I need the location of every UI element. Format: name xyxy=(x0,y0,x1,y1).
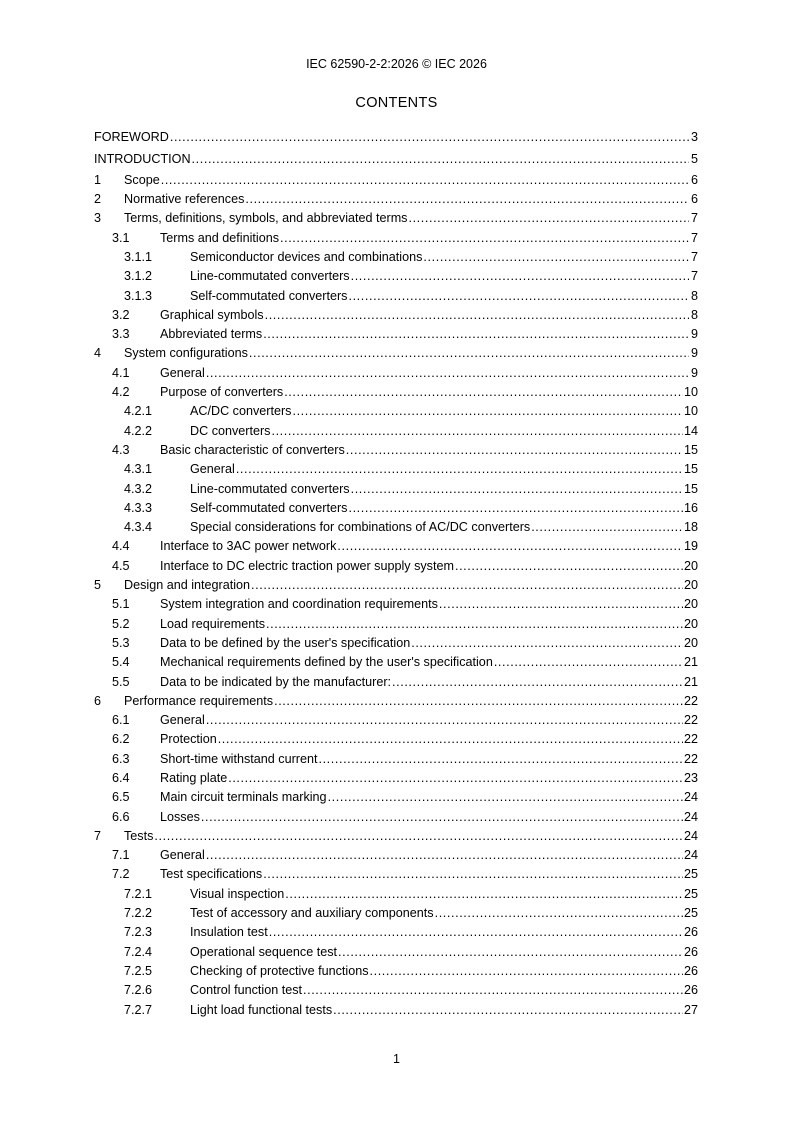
toc-entry[interactable] xyxy=(94,364,698,383)
toc-entry[interactable] xyxy=(94,962,698,981)
toc-entry-page: 22 xyxy=(683,713,698,728)
toc-entry-label: Data to be defined by the user's specification xyxy=(160,635,411,650)
dot-leader xyxy=(265,306,689,325)
toc-entry-page: 20 xyxy=(683,616,698,631)
toc-entry-page: 23 xyxy=(683,770,698,785)
toc-entry-label: Interface to 3AC power network xyxy=(160,539,337,554)
toc-entry-number: 1 xyxy=(94,172,102,187)
toc-entry-number: 3 xyxy=(94,211,102,226)
dot-leader xyxy=(284,383,683,402)
dot-leader xyxy=(170,126,689,148)
toc-entry-label: Terms and definitions xyxy=(160,230,280,245)
toc-entry-number: 7.2.6 xyxy=(124,983,153,998)
toc-entry[interactable] xyxy=(94,634,698,653)
toc-entry-page: 27 xyxy=(683,1002,698,1017)
toc-entry[interactable] xyxy=(94,788,698,807)
page-number: 1 xyxy=(393,1052,400,1066)
toc-entry[interactable] xyxy=(94,383,698,402)
toc-entry-label: Basic characteristic of converters xyxy=(160,442,345,457)
toc-entry-number: 4 xyxy=(94,346,102,361)
toc-entry[interactable] xyxy=(94,344,698,363)
dot-leader xyxy=(338,943,683,962)
toc-entry-page: 14 xyxy=(683,423,698,438)
toc-entry[interactable] xyxy=(94,557,698,576)
dot-leader xyxy=(435,904,683,923)
toc-entry-label: System configurations xyxy=(124,346,248,361)
toc-entry-page: 24 xyxy=(683,809,698,824)
toc-entry[interactable] xyxy=(94,402,698,421)
toc-entry[interactable] xyxy=(94,499,698,518)
dot-leader xyxy=(206,364,689,383)
toc-entry[interactable] xyxy=(94,808,698,827)
toc-entry-number: 3.2 xyxy=(112,307,130,322)
dot-leader xyxy=(423,248,689,267)
toc-entry[interactable] xyxy=(94,846,698,865)
toc-entry-number: 4.4 xyxy=(112,539,130,554)
toc-entry-label: Test of accessory and auxiliary components xyxy=(190,906,434,921)
toc-entry-page: 24 xyxy=(683,848,698,863)
toc-entry-number: 2 xyxy=(94,192,102,207)
toc-entry-label: Semiconductor devices and combinations xyxy=(190,249,423,264)
toc-entry[interactable] xyxy=(94,730,698,749)
dot-leader xyxy=(271,422,683,441)
toc-entry[interactable] xyxy=(94,441,698,460)
toc-entry-page: 6 xyxy=(690,172,698,187)
toc-entry[interactable] xyxy=(94,615,698,634)
toc-entry-label: Protection xyxy=(160,732,217,747)
toc-entry[interactable] xyxy=(94,750,698,769)
dot-leader xyxy=(263,865,683,884)
toc-entry-label: General xyxy=(160,365,205,380)
toc-entry[interactable] xyxy=(94,692,698,711)
dot-leader xyxy=(348,499,683,518)
toc-entry[interactable] xyxy=(94,287,698,306)
toc-entry[interactable] xyxy=(94,171,698,190)
toc-entry[interactable] xyxy=(94,537,698,556)
dot-leader xyxy=(249,344,689,363)
toc-entry-page: 15 xyxy=(683,442,698,457)
toc-entry-page: 15 xyxy=(683,481,698,496)
dot-leader xyxy=(274,692,683,711)
dot-leader xyxy=(269,923,683,942)
toc-entry-label: Control function test xyxy=(190,983,303,998)
toc-entry-label: Tests xyxy=(124,828,154,843)
toc-entry[interactable] xyxy=(94,209,698,228)
toc-entry-number: 7.2.4 xyxy=(124,944,153,959)
toc-entry[interactable] xyxy=(94,865,698,884)
toc-entry-label: Rating plate xyxy=(160,770,228,785)
toc-entry[interactable] xyxy=(94,148,698,170)
dot-leader xyxy=(333,1001,683,1020)
toc-entry-page: 22 xyxy=(683,732,698,747)
toc-entry-page: 8 xyxy=(690,307,698,322)
dot-leader xyxy=(392,673,683,692)
toc-entry-page: 22 xyxy=(683,751,698,766)
toc-entry-number: 4.2.1 xyxy=(124,404,153,419)
toc-entry-label: Interface to DC electric traction power supply system xyxy=(160,558,454,573)
toc-entry-page: 25 xyxy=(683,906,698,921)
toc-entry-page: 10 xyxy=(683,404,698,419)
toc-entry-label: Self-commutated converters xyxy=(190,288,348,303)
dot-leader xyxy=(154,827,683,846)
dot-leader xyxy=(318,750,683,769)
toc-entry-number: 3.1.2 xyxy=(124,269,153,284)
toc-entry[interactable] xyxy=(94,1001,698,1020)
toc-entry[interactable] xyxy=(94,885,698,904)
dot-leader xyxy=(531,518,683,537)
dot-leader xyxy=(161,171,689,190)
toc-entry-page: 21 xyxy=(683,674,698,689)
toc-entry[interactable] xyxy=(94,595,698,614)
toc-entry-label: Design and integration xyxy=(124,578,251,593)
toc-entry-page: 7 xyxy=(690,249,698,264)
toc-entry[interactable] xyxy=(94,126,698,148)
toc-entry-page: 22 xyxy=(683,693,698,708)
toc-entry-number: 5 xyxy=(94,578,102,593)
toc-entry[interactable] xyxy=(94,480,698,499)
dot-leader xyxy=(351,480,683,499)
toc-entry[interactable] xyxy=(94,576,698,595)
toc-entry-number: 7.2.2 xyxy=(124,906,153,921)
toc-entry-number: 4.5 xyxy=(112,558,130,573)
toc-entry[interactable] xyxy=(94,325,698,344)
dot-leader xyxy=(303,981,683,1000)
toc-entry-label: General xyxy=(190,462,235,477)
toc-entry-label: Data to be indicated by the manufacturer: xyxy=(160,674,392,689)
toc-entry-page: 10 xyxy=(683,385,698,400)
toc-entry[interactable] xyxy=(94,653,698,672)
toc-entry-label: INTRODUCTION xyxy=(94,152,191,167)
toc-entry-page: 26 xyxy=(683,983,698,998)
toc-entry-label: Visual inspection xyxy=(190,886,285,901)
toc-entry-label: Special considerations for combinations of AC/DC converters xyxy=(190,520,531,535)
toc-entry-number: 7.1 xyxy=(112,848,130,863)
toc-entry-label: Light load functional tests xyxy=(190,1002,333,1017)
toc-entry-page: 20 xyxy=(683,635,698,650)
toc-entry-label: DC converters xyxy=(190,423,271,438)
dot-leader xyxy=(439,595,683,614)
toc-entry-number: 6.2 xyxy=(112,732,130,747)
toc-entry-number: 5.5 xyxy=(112,674,130,689)
dot-leader xyxy=(408,209,689,228)
toc-entry-number: 4.1 xyxy=(112,365,130,380)
toc-entry-number: 5.3 xyxy=(112,635,130,650)
toc-entry-label: Performance requirements xyxy=(124,693,274,708)
toc-entry-label: Checking of protective functions xyxy=(190,963,369,978)
toc-entry-page: 24 xyxy=(683,790,698,805)
toc-entry[interactable] xyxy=(94,769,698,788)
toc-entry-page: 26 xyxy=(683,944,698,959)
toc-entry-number: 3.1.3 xyxy=(124,288,153,303)
toc-entry-label: FOREWORD xyxy=(94,130,169,144)
toc-entry-page: 7 xyxy=(690,230,698,245)
toc-entry[interactable] xyxy=(94,422,698,441)
toc-entry-label: General xyxy=(160,848,205,863)
dot-leader xyxy=(346,441,683,460)
toc-entry-label: Line-commutated converters xyxy=(190,481,350,496)
toc-entry-label: Line-commutated converters xyxy=(190,269,350,284)
toc-entry-label: Test specifications xyxy=(160,867,263,882)
dot-leader xyxy=(201,808,683,827)
toc-entry-number: 6.3 xyxy=(112,751,130,766)
toc-entry-number: 6 xyxy=(94,693,102,708)
toc-entry-label: Terms, definitions, symbols, and abbreviated terms xyxy=(124,211,408,226)
dot-leader xyxy=(455,557,683,576)
dot-leader xyxy=(251,576,683,595)
toc-entry-label: Short-time withstand current xyxy=(160,751,318,766)
dot-leader xyxy=(292,402,683,421)
toc-entry[interactable] xyxy=(94,943,698,962)
dot-leader xyxy=(228,769,683,788)
page-title: CONTENTS xyxy=(355,95,438,111)
toc-entry-label: Abbreviated terms xyxy=(160,327,263,342)
toc-entry-label: Mechanical requirements defined by the user's specification xyxy=(160,655,493,670)
toc-entry-page: 7 xyxy=(690,211,698,226)
dot-leader xyxy=(218,730,683,749)
toc-entry-number: 4.3.3 xyxy=(124,500,153,515)
toc-entry-label: General xyxy=(160,713,205,728)
toc-entry-label: System integration and coordination requirements xyxy=(160,597,438,612)
toc-entry-number: 4.3.1 xyxy=(124,462,153,477)
dot-leader xyxy=(285,885,683,904)
toc-entry-page: 9 xyxy=(690,327,698,342)
toc-entry-page: 25 xyxy=(683,867,698,882)
toc-entry-page: 21 xyxy=(683,655,698,670)
dot-leader xyxy=(245,190,689,209)
dot-leader xyxy=(206,711,683,730)
toc-entry-page: 25 xyxy=(683,886,698,901)
dot-leader xyxy=(328,788,683,807)
toc-entry-label: Insulation test xyxy=(190,925,268,940)
toc-entry[interactable] xyxy=(94,229,698,248)
toc-entry-number: 7.2.5 xyxy=(124,963,153,978)
toc-entry-number: 3.1.1 xyxy=(124,249,153,264)
toc-entry-page: 20 xyxy=(683,578,698,593)
toc-entry-page: 20 xyxy=(683,558,698,573)
dot-leader xyxy=(280,229,689,248)
toc-entry-number: 7.2.3 xyxy=(124,925,153,940)
dot-leader xyxy=(263,325,689,344)
dot-leader xyxy=(351,267,689,286)
dot-leader xyxy=(337,537,683,556)
toc-entry-page: 15 xyxy=(683,462,698,477)
toc-entry-page: 24 xyxy=(683,828,698,843)
toc-entry-number: 6.5 xyxy=(112,790,130,805)
toc-entry-label: Operational sequence test xyxy=(190,944,338,959)
toc-entry-page: 19 xyxy=(683,539,698,554)
toc-entry-page: 5 xyxy=(690,152,698,167)
toc-entry-page: 9 xyxy=(690,365,698,380)
toc-entry[interactable] xyxy=(94,981,698,1000)
toc-entry-number: 6.4 xyxy=(112,770,130,785)
toc-entry-label: Self-commutated converters xyxy=(190,500,348,515)
toc-entry-number: 3.1 xyxy=(112,230,130,245)
toc-entry-page: 7 xyxy=(690,269,698,284)
dot-leader xyxy=(348,287,689,306)
toc-entry-number: 6.1 xyxy=(112,713,130,728)
toc-entry-page: 26 xyxy=(683,925,698,940)
toc-entry-label: AC/DC converters xyxy=(190,404,292,419)
dot-leader xyxy=(494,653,683,672)
toc-entry[interactable] xyxy=(94,827,698,846)
toc-entry-number: 7.2.7 xyxy=(124,1002,153,1017)
toc-entry-number: 4.2 xyxy=(112,385,130,400)
toc-entry[interactable] xyxy=(94,267,698,286)
toc-entry-number: 6.6 xyxy=(112,809,130,824)
toc-entry-number: 7.2 xyxy=(112,867,130,882)
dot-leader xyxy=(206,846,683,865)
dot-leader xyxy=(370,962,683,981)
toc-entry[interactable] xyxy=(94,711,698,730)
toc-entry[interactable] xyxy=(94,248,698,267)
toc-entry-number: 3.3 xyxy=(112,327,130,342)
toc-entry-label: Graphical symbols xyxy=(160,307,264,322)
toc-entry-page: 16 xyxy=(683,500,698,515)
toc-entry-page: 26 xyxy=(683,963,698,978)
dot-leader xyxy=(266,615,683,634)
dot-leader xyxy=(192,148,689,170)
toc-entry-number: 4.3 xyxy=(112,442,130,457)
toc-entry-label: Main circuit terminals marking xyxy=(160,790,327,805)
toc-entry[interactable] xyxy=(94,923,698,942)
toc-entry[interactable] xyxy=(94,518,698,537)
toc-entry-page: 9 xyxy=(690,346,698,361)
table-of-contents xyxy=(94,126,698,1020)
toc-entry-number: 5.2 xyxy=(112,616,130,631)
toc-entry-label: Normative references xyxy=(124,192,245,207)
toc-entry-number: 7 xyxy=(94,828,102,843)
toc-entry-number: 4.2.2 xyxy=(124,423,153,438)
toc-entry[interactable] xyxy=(94,306,698,325)
toc-entry-page: 6 xyxy=(690,192,698,207)
toc-entry-page: 8 xyxy=(690,288,698,303)
toc-entry-label: Scope xyxy=(124,172,160,187)
toc-entry[interactable] xyxy=(94,673,698,692)
toc-entry-number: 4.3.2 xyxy=(124,481,153,496)
toc-entry-page: 20 xyxy=(683,597,698,612)
toc-entry[interactable] xyxy=(94,460,698,479)
toc-entry[interactable] xyxy=(94,904,698,923)
toc-entry-number: 4.3.4 xyxy=(124,520,153,535)
toc-entry-page: 18 xyxy=(683,520,698,535)
document-header: IEC 62590-2-2:2026 © IEC 2026 xyxy=(306,57,487,71)
toc-entry-label: Load requirements xyxy=(160,616,266,631)
toc-entry-number: 5.4 xyxy=(112,655,130,670)
toc-entry-label: Losses xyxy=(160,809,200,824)
toc-entry[interactable] xyxy=(94,190,698,209)
dot-leader xyxy=(411,634,683,653)
toc-entry-label: Purpose of converters xyxy=(160,385,284,400)
toc-entry-number: 7.2.1 xyxy=(124,886,153,901)
toc-entry-number: 5.1 xyxy=(112,597,130,612)
toc-entry-page: 3 xyxy=(690,130,698,144)
dot-leader xyxy=(236,460,683,479)
